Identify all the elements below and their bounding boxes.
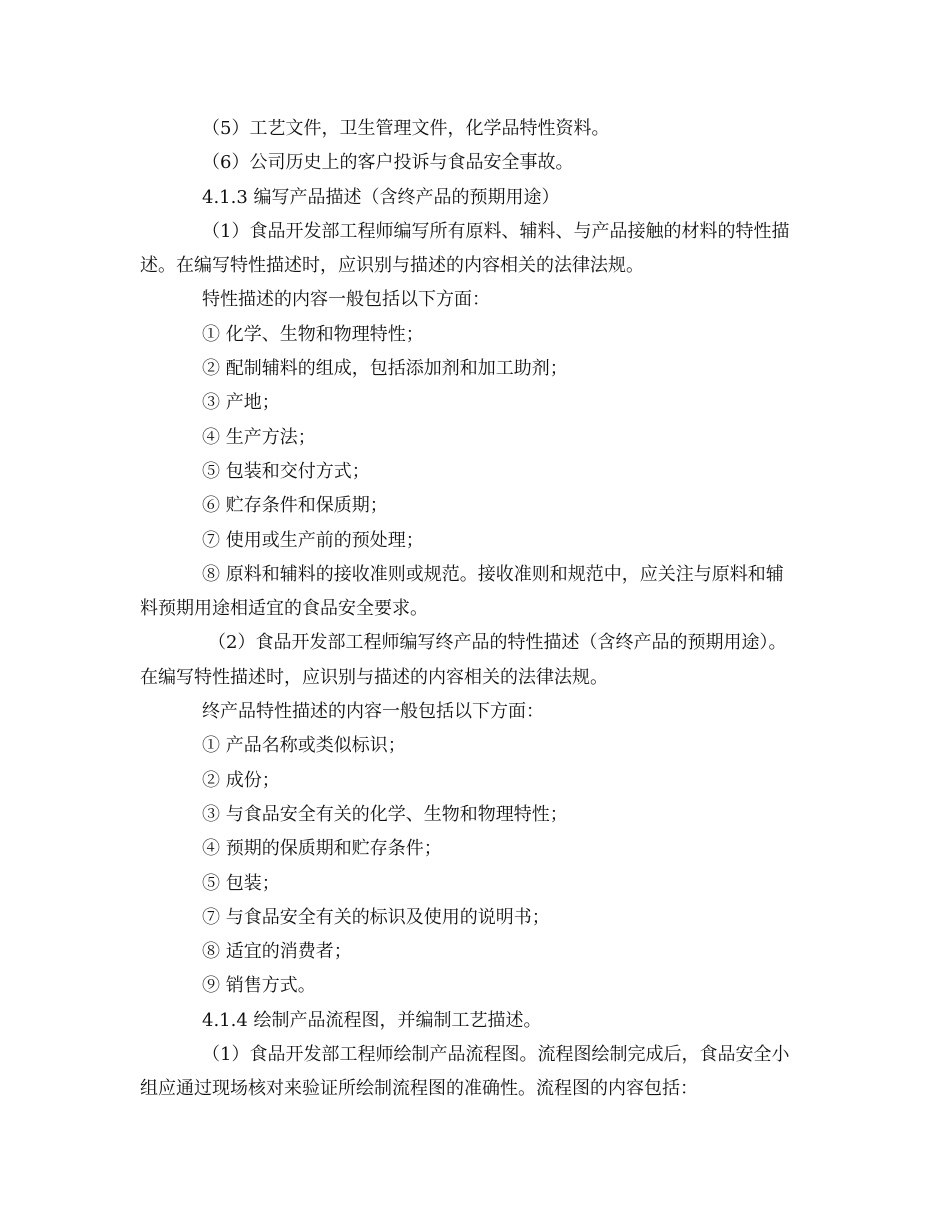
- list-item: ⑥ 贮存条件和保质期；: [202, 495, 388, 517]
- list-item: ⑧ 原料和辅料的接收准则或规范。接收准则和规范中，应关注与原料和辅: [202, 563, 784, 585]
- paragraph-line: 料预期用途相适宜的食品安全要求。: [140, 598, 428, 620]
- document-body: [140, 112, 816, 1107]
- list-item: ④ 生产方法；: [202, 426, 316, 448]
- list-item: ④ 预期的保质期和贮存条件；: [202, 838, 442, 860]
- list-item: ⑦ 使用或生产前的预处理；: [202, 529, 424, 551]
- list-item: ⑤ 包装；: [202, 872, 280, 894]
- list-item: （5）工艺文件，卫生管理文件，化学品特性资料。: [202, 118, 610, 139]
- paragraph-line: 终产品特性描述的内容一般包括以下方面：: [202, 701, 544, 723]
- list-item: ② 成份；: [202, 769, 280, 791]
- list-item: ① 产品名称或类似标识；: [202, 735, 406, 757]
- paragraph-line: 组应通过现场核对来验证所绘制流程图的准确性。流程图的内容包括：: [140, 1078, 698, 1100]
- list-item: ⑤ 包装和交付方式；: [202, 460, 370, 482]
- list-item: ② 配制辅料的组成，包括添加剂和加工助剂；: [202, 358, 568, 380]
- list-item: ③ 与食品安全有关的化学、生物和物理特性；: [202, 803, 568, 825]
- list-item: ⑨ 销售方式。: [202, 975, 316, 997]
- paragraph-line: （2）食品开发部工程师编写终产品的特性描述（含终产品的预期用途）。: [208, 632, 787, 654]
- paragraph-line: 特性描述的内容一般包括以下方面：: [202, 289, 490, 311]
- paragraph-line: （1）食品开发部工程师绘制产品流程图。流程图绘制完成后，食品安全小: [202, 1044, 790, 1066]
- list-item: （6）公司历史上的客户投诉与食品安全事故。: [202, 152, 574, 174]
- paragraph-line: 述。在编写特性描述时，应识别与描述的内容相关的法律法规。: [140, 255, 644, 277]
- section-heading: 4.1.3 编写产品描述（含终产品的预期用途）: [202, 186, 560, 208]
- paragraph-line: 在编写特性描述时，应识别与描述的内容相关的法律法规。: [140, 666, 608, 688]
- list-item: ⑧ 适宜的消费者；: [202, 941, 352, 963]
- section-heading: 4.1.4 绘制产品流程图，并编制工艺描述。: [202, 1009, 542, 1031]
- list-item: ① 化学、生物和物理特性；: [202, 323, 424, 345]
- list-item: ⑦ 与食品安全有关的标识及使用的说明书；: [202, 906, 550, 928]
- list-item: ③ 产地；: [202, 392, 280, 414]
- paragraph-line: （1）食品开发部工程师编写所有原料、辅料、与产品接触的材料的特性描: [202, 220, 790, 242]
